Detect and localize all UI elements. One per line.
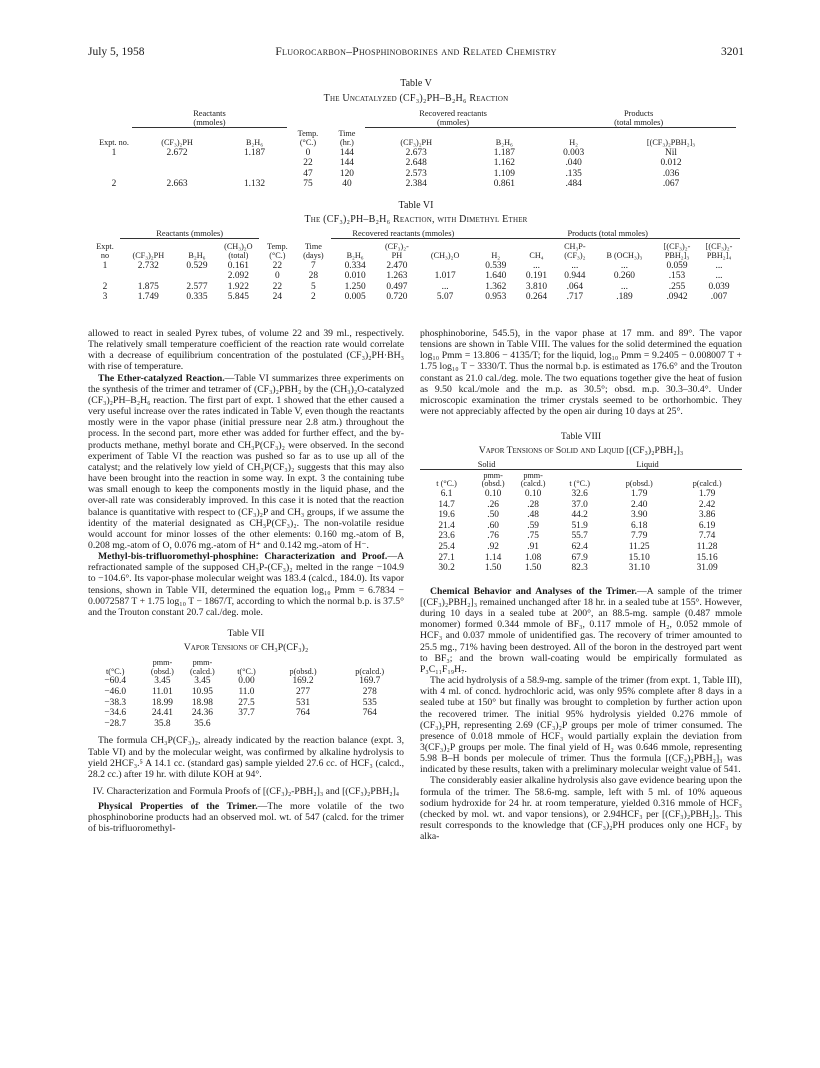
table-row: [420, 531, 742, 542]
t7-col-header: pmm- (obsd.): [150, 658, 174, 676]
t6-col-header: H₂: [491, 250, 501, 260]
t7-col-header: t(°C.): [105, 666, 125, 676]
t8-cell: 27.1: [438, 552, 455, 563]
t7-cell: [222, 719, 270, 730]
table-7-label: Table VII: [227, 628, 265, 640]
t6-cell: 1.640: [485, 271, 507, 282]
t7-cell: 0.00: [238, 676, 255, 687]
table-row: [96, 179, 736, 190]
paragraph-text: —Table VI summarizes three experiments on the synthesis of the trimer and tetramer of (CF₃)₂PBH₂ by the (CH₃)₂O-catalyzed (CF₃)₂PH–B₂H₆ reaction. The first part of expt. 1 showed that the ether caused a very useful increase over the rates indicated in Table V, even though the reactants mostly were in the vapor phase (initial pressure near 2.8 atm.) throughout the process. In the second part, more ether was added for further effect, and the by-products methane, methyl borate and CH₃P(CF₃)₂ were observed. In the second experiment of Table VI the reaction was pushed so far as to use up all of the catalyst; and the relatively low yield of CH₃P(CF₃)₂ suggests that this may also have been brought into the reaction in some way. In expt. 3 the containing tube was small enough to keep the components mostly in the liquid phase, and the over-all rate was considerably improved. In this case it is noted that the reaction balance is quantitative with respect to (CF₃)₂P and CH₃ groups, if we assume the identity of the material designated as CH₃P(CF₃)₂. The non-volatile residue would account for minor losses of the other elements: 0.160 mg.-atom of B, 0.208 mg.-atom of O, 0.076 mg.-atom of H⁺ and 0.142 mg.-atom of H⁻.: [88, 372, 405, 551]
paragraph: [88, 801, 404, 834]
t6-cell: [415, 261, 475, 272]
t6-cell: .0942: [666, 292, 688, 303]
t6-cell: .189: [616, 292, 633, 303]
t6-cell: 3: [102, 292, 108, 303]
t7-cell: 18.99: [151, 697, 173, 708]
t8-cell: .76: [487, 531, 499, 542]
t7-cell: 10.95: [191, 686, 213, 697]
paragraph-heading: The Ether-catalyzed Reaction.: [98, 372, 225, 384]
t6-cell: 22: [272, 260, 283, 271]
t8-col-header: p(calcd.): [692, 479, 722, 489]
t6-group-products: Products (total mmoles): [475, 229, 740, 239]
t6-cell: .255: [668, 281, 686, 292]
table-5-caption: The Uncatalyzed (CF₃)₂PH–B₂H₆ Reaction: [323, 93, 509, 104]
t6-col-header: (CH₃)₂O (total): [224, 242, 253, 260]
section-heading: IV. Characterization and Formula Proofs of [(CF₃)₂-PBH₂]₃ and [(CF₃)₂PBH₂]₄: [92, 785, 400, 797]
table-row: [96, 169, 736, 180]
t8-cell: 7.79: [631, 531, 648, 542]
t5-col-header: B₂H₆: [245, 137, 264, 147]
t8-cell: 51.9: [571, 520, 588, 531]
t6-cell: 0.529: [186, 260, 208, 271]
table-row: [88, 687, 404, 698]
t5-cell: .135: [565, 168, 582, 179]
t5-cell: 0: [305, 147, 311, 158]
t6-cell: 0.539: [485, 260, 507, 271]
t8-cell: 25.4: [438, 542, 455, 553]
t6-cell: .007: [710, 292, 728, 303]
t5-cell: 2.663: [166, 179, 188, 190]
table-row: [420, 489, 742, 500]
t6-cell: .064: [566, 281, 584, 292]
table-6-caption: The (CF₃)₂PH–B₂H₆ Reaction, with Dimethyl Ether: [304, 214, 528, 225]
t8-cell: 0.10: [484, 489, 502, 500]
header-page-number: 3201: [721, 46, 744, 58]
t6-cell: 1.749: [137, 292, 159, 303]
t6-cell: 0.010: [344, 271, 366, 282]
t8-cell: 1.50: [524, 563, 542, 574]
t7-cell: 18.98: [191, 697, 213, 708]
t6-cell: 1.362: [485, 281, 507, 292]
t7-col-header: t(°C.): [237, 666, 256, 676]
t6-cell: 24: [272, 292, 283, 303]
t8-cell: 37.0: [571, 499, 588, 510]
t6-cell: 0.059: [666, 260, 688, 271]
t6-col-header: Temp. (°C.): [267, 242, 288, 260]
t7-cell: 531: [295, 697, 311, 708]
t7-col-header: pmm- (calcd.): [190, 658, 215, 676]
paragraph-text: —A sample of the trimer [(CF₃)₂PBH₂]₃ remained unchanged after 18 hr. in a sealed tube at 155°. However, during 10 days in a sealed tube at 200°, an 88.5-mg. sample (0.487 mmole monomer) formed 0.344 mmole of BF₃, 0.117 mmole of H₂, 0.052 mmole of HCF₃ and 0.037 mmole of unidentified gas. The recovery of trimer amounted to 25.5 mg., 71% having been destroyed. All of the boron in the destroyed part went to BF₃; and the brown wall-coating would be empirically formulated as P₃C₁₁F₁₉H₇.: [420, 585, 742, 675]
t6-cell: 0.334: [344, 260, 366, 271]
t5-col-header: Time (hr.): [338, 129, 356, 147]
t8-cell: 44.2: [571, 510, 588, 521]
t8-cell: 11.28: [696, 542, 718, 553]
table-row: [420, 500, 742, 511]
t6-cell: 2.577: [186, 281, 208, 292]
table-row: [90, 261, 740, 272]
paragraph-heading: Chemical Behavior and Analyses of the Trimer.: [430, 585, 637, 597]
t6-cell: 0.953: [485, 292, 507, 303]
t6-cell: 1.263: [386, 271, 408, 282]
t7-cell: 3.45: [154, 676, 171, 687]
table-row: [420, 563, 742, 574]
paragraph: [88, 373, 404, 552]
t6-cell: 28: [308, 271, 319, 282]
paragraph-heading: Methyl-bis-trifluoromethyl-phosphine: Characterization and Proof.: [98, 551, 388, 563]
t8-cell: 1.79: [631, 489, 648, 500]
t6-cell: 22: [272, 281, 283, 292]
paragraph: The acid hydrolysis of a 58.9-mg. sample of the trimer (from expt. 1, Table III), with 4 ml. of concd. hydrochloric acid, was only 95% complete after 8 days in a sealed tube at 150° but finally was brought to completion by further action upon the recovered trimer. The initial 95% hydrolysis yielded 0.276 mmole of (CF₃)₂PH, representing 2.69 (CF₃)₂P groups per mole of trimer consumed. The presence of 0.018 mmole of HCF₃ would partially explain the deviation from 3(CF₃)₂P groups per mole. The final yield of H₂ was 0.646 mmole, representing 5.98 B–H bonds per molecule of trimer. Thus the formula [(CF₃)₂PBH₂]₃ was indicated by these results, taken with a preliminary molecular weight value of 541.: [420, 675, 742, 776]
t5-cell: [132, 158, 222, 169]
t5-group-reactants: Reactants: [193, 109, 226, 118]
paragraph: [88, 551, 404, 618]
t7-cell: 169.2: [292, 676, 314, 687]
t6-cell: [120, 271, 177, 282]
paragraph: [420, 586, 742, 675]
t8-cell: 3.90: [631, 510, 648, 521]
t8-cell: 1.08: [524, 552, 542, 563]
paragraph-heading: Physical Properties of the Trimer.: [98, 801, 258, 813]
table-5: [96, 109, 736, 190]
t6-cell: 1.922: [227, 281, 249, 292]
t5-cell: 22: [303, 158, 313, 169]
t6-cell: 2.092: [227, 271, 249, 282]
t5-cell: 1.132: [243, 179, 266, 190]
t8-cell: .28: [527, 499, 539, 510]
t7-cell: −60.4: [104, 676, 127, 687]
t6-col-header: (CF₃)₂-PH: [384, 242, 409, 260]
t7-cell: 169.7: [359, 676, 381, 687]
t5-group-recovered: Recovered reactants: [419, 109, 487, 118]
t6-cell: 5: [311, 281, 316, 292]
t5-cell: .484: [565, 179, 582, 190]
left-column: [88, 328, 404, 835]
t8-cell: 6.19: [698, 520, 716, 531]
t6-col-header: CH₃P-(CF₃)₂: [564, 242, 586, 260]
t8-cell: 11.25: [628, 542, 650, 553]
t8-cell: 6.18: [631, 520, 648, 531]
table-row: [88, 676, 404, 687]
table-8-label: Table VIII: [560, 431, 602, 443]
t7-cell: 35.6: [194, 718, 211, 729]
t8-cell: 0.10: [524, 489, 542, 500]
t6-cell: 0.260: [613, 271, 635, 282]
t8-cell: 7.74: [698, 531, 716, 542]
table-row: [96, 158, 736, 169]
table-7: [88, 656, 404, 729]
t6-cell: ...: [532, 260, 540, 271]
t7-cell: [335, 719, 404, 730]
running-header: [88, 46, 744, 62]
t6-col-header: Time (days): [303, 242, 324, 260]
t7-cell: 11.01: [152, 686, 173, 697]
t5-cell: 2: [111, 179, 117, 190]
t8-cell: 31.09: [696, 563, 718, 574]
header-date: July 5, 1958: [88, 46, 145, 58]
t7-cell: 764: [295, 708, 311, 719]
t6-col-header: (CF₃)₂PH: [132, 250, 165, 260]
t7-cell: 278: [362, 686, 377, 697]
paragraph: phosphinoborine, 545.5), in the vapor phase at 17 mm. and 89°. The vapor tensions are shown in Table VIII. The values for the solid determined the equation log₁₀ Pmm = 13.806 − 4135/T; for the liquid, log₁₀ Pmm = 9.2405 − 0.008007 T + 1.75 log₁₀ T − 3330/T. Thus the normal b.p. is estimated as 176.6° and the Trouton constant as 21.0 cal./deg. mole. The two equations together give the heat of fusion as 9.50 kcal./mole and the m.p. as 30.5°; obsd. m.p. 30.3–30.4°. Under microscopic examination the trimer crystals seemed to be orthorhombic. They were not appreciably affected by the open air during 10 days at 25°.: [420, 328, 742, 418]
t8-cell: .59: [527, 520, 539, 531]
t8-group-solid: Solid: [420, 460, 553, 470]
t5-cell: 144: [339, 158, 354, 169]
t5-cell: [132, 169, 222, 180]
t6-cell: 0.720: [386, 292, 408, 303]
t8-cell: 31.10: [628, 563, 650, 574]
t7-cell: −38.3: [104, 697, 127, 708]
t6-cell: ...: [620, 281, 628, 292]
t7-cell: 24.36: [191, 708, 213, 719]
t7-cell: [271, 719, 336, 730]
t8-cell: 2.40: [631, 499, 648, 510]
paragraph-text: —A refractionated sample of the supposed CH₃P-(CF₃)₂ melted in the range −104.9 to −104.6°. Its vapor-phase molecular weight was 183.4 (calcd., 184.0). Its vapor tensions, shown in Table VII, determined the equation log₁₀ Pmm = 6.7834 − 0.0072587 T + 1.75 log₁₀ T − 1867/T, according to which the normal b.p. is 37.5° and the Trouton constant 20.7 cal./deg. mole.: [88, 551, 404, 618]
t5-col-header: B₂H₆: [495, 137, 513, 147]
t8-cell: 32.6: [571, 489, 588, 500]
t5-cell: 120: [339, 168, 354, 179]
t8-col-header: p(obsd.): [625, 479, 653, 489]
t6-cell: 2: [102, 281, 108, 292]
t8-col-header: t (°C.): [436, 479, 457, 489]
t5-cell: Nil: [665, 147, 678, 158]
t6-col-header: [(CF₃)₂-PBH₂]₃: [663, 242, 691, 260]
t5-cell: 2.648: [405, 158, 427, 169]
t5-cell: 2.673: [405, 147, 427, 158]
t8-cell: .26: [487, 499, 499, 510]
t5-cell: 2.573: [405, 168, 427, 179]
t5-cell: [96, 158, 132, 169]
t6-cell: [90, 271, 120, 282]
t8-cell: 15.16: [696, 552, 718, 563]
t6-cell: 0.335: [186, 292, 208, 303]
paragraph: allowed to react in sealed Pyrex tubes, of volume 22 and 39 ml., respectively. The relatively small temperature coefficient of the reaction rate would correlate with a decrease of equilibrium concentration of the postulated (CF₃)₂PH·BH₃ with rise of temperature.: [88, 328, 404, 373]
t8-cell: 2.42: [698, 499, 716, 510]
table-row: [420, 510, 742, 521]
t5-cell: 1: [111, 147, 117, 158]
t6-cell: 0.005: [344, 292, 366, 303]
t6-cell: 0.191: [525, 271, 548, 282]
table-row: [88, 708, 404, 719]
t7-cell: −28.7: [104, 718, 127, 729]
t8-cell: 19.6: [438, 510, 455, 521]
table-row: [420, 542, 742, 553]
t6-cell: 1.017: [434, 271, 456, 282]
t6-cell: 1.250: [344, 281, 366, 292]
t7-cell: 11.0: [238, 686, 255, 697]
t7-cell: 764: [362, 708, 377, 719]
t5-cell: 2.672: [166, 147, 188, 158]
t5-cell: .040: [565, 158, 582, 169]
t6-cell: ...: [620, 260, 628, 271]
t8-cell: 6.1: [440, 489, 453, 500]
t8-cell: 3.86: [698, 510, 716, 521]
t5-cell: .036: [662, 168, 680, 179]
t6-cell: ...: [441, 281, 449, 292]
t7-cell: 35.8: [154, 718, 171, 729]
t7-cell: 27.5: [238, 697, 255, 708]
t5-group-products-unit: (total mmoles): [541, 118, 736, 128]
t6-cell: 7: [311, 260, 316, 271]
t6-col-header: Expt. no: [96, 242, 114, 260]
t6-cell: 5.845: [227, 292, 249, 303]
t5-cell: 0.012: [660, 158, 682, 169]
t8-cell: 82.3: [571, 563, 588, 574]
t8-cell: 14.7: [438, 499, 455, 510]
t8-cell: .91: [527, 542, 539, 553]
t8-col-header: pmm- (calcd.): [520, 470, 546, 489]
t5-cell: 40: [342, 179, 352, 190]
t5-cell: .067: [662, 179, 680, 190]
t8-cell: .48: [527, 510, 539, 521]
t5-cell: 1.187: [493, 147, 515, 158]
t5-cell: 0.003: [563, 147, 585, 158]
t5-col-header: H₂: [569, 137, 579, 147]
t7-cell: 24.41: [151, 708, 173, 719]
t5-col-header: [(CF₃)₂PBH₂]₃: [646, 137, 696, 147]
t6-cell: ...: [715, 271, 723, 282]
t6-col-header: B₂H₆: [346, 250, 364, 260]
table-row: [90, 292, 740, 303]
table-6-label: Table VI: [398, 200, 434, 211]
table-8: [420, 460, 742, 574]
t6-cell: 1.875: [137, 281, 159, 292]
header-title: Fluorocarbon–Phosphinoborines and Related Chemistry: [275, 46, 557, 58]
t5-cell: [222, 158, 287, 169]
t5-cell: 1.187: [243, 147, 266, 158]
t5-cell: 144: [339, 147, 354, 158]
t5-group-recovered-unit: (mmoles): [365, 118, 541, 128]
t5-cell: 1.162: [493, 158, 515, 169]
t8-col-header: t (°C.): [569, 479, 590, 489]
t8-cell: .92: [487, 542, 499, 553]
t6-col-header: B₂H₆: [188, 250, 206, 260]
t8-cell: .75: [527, 531, 539, 542]
t7-cell: 3.45: [194, 676, 211, 687]
t8-col-header: pmm- (obsd.): [481, 470, 505, 489]
t6-cell: [177, 271, 218, 282]
table-row: [420, 553, 742, 564]
t6-col-header: B (OCH₃)₃: [606, 250, 643, 260]
t6-cell: 0.497: [386, 281, 408, 292]
t8-cell: 1.14: [484, 552, 502, 563]
t8-cell: 62.4: [571, 542, 588, 553]
t8-cell: 21.4: [438, 520, 455, 531]
table-row: [420, 521, 742, 532]
table-row: [88, 698, 404, 709]
t6-cell: 0.944: [564, 271, 586, 282]
t6-col-header: CH₄: [529, 250, 544, 260]
t6-cell: 0.161: [227, 260, 249, 271]
t8-group-liquid: Liquid: [553, 460, 742, 470]
table-5-label: Table V: [400, 78, 432, 89]
table-row: [90, 271, 740, 282]
t7-cell: −46.0: [104, 686, 127, 697]
t8-cell: 55.7: [571, 531, 588, 542]
t5-col-header: Temp. (°C.): [297, 129, 319, 147]
table-7-caption: Vapor Tensions of CH₃P(CF₃)₂: [183, 642, 309, 654]
paragraph: The formula CH₃P(CF₃)₂, already indicated by the reaction balance (expt. 3, Table VI) and by the molecular weight, was confirmed by alkaline hydrolysis to yield 2HCF₃.⁵ A 14.1 cc. (standard gas) sample yielded 27.6 cc. of HCF₃ (calcd., 28.2 cc.) after 19 hr. with dilute KOH at 94°.: [88, 735, 404, 780]
t6-cell: 3.810: [525, 281, 548, 292]
t5-cell: [96, 169, 132, 180]
t6-cell: ...: [715, 260, 723, 271]
t8-cell: 1.79: [698, 489, 716, 500]
paragraph: The considerably easier alkaline hydrolysis also gave evidence bearing upon the formula of the trimer. The 58.6-mg. sample, left with 5 ml. of 10% aqueous sodium hydroxide for 24 hr. at room temperature, yielded 0.316 mmole of HCF₃ (checked by mol. wt. and vapor tensions), or 2.94HCF₃ per [(CF₃)₂PBH₂]₃. This result corresponds to the knowledge that (CF₃)₂PH produces only one HCF₃ by alka-: [420, 775, 742, 843]
right-column: [420, 328, 742, 842]
t8-cell: 15.10: [628, 552, 650, 563]
t6-cell: 2: [311, 292, 316, 303]
t5-group-products: Products: [623, 109, 654, 118]
t6-cell: ...: [571, 260, 579, 271]
t5-col-header: Expt. no.: [99, 137, 129, 147]
t6-group-recovered: Recovered reactants (mmoles): [331, 229, 475, 239]
t5-cell: [222, 169, 287, 180]
t8-cell: 67.9: [571, 552, 588, 563]
t6-col-header: [(CF₃)₂-PBH₂]₄: [705, 242, 733, 260]
t6-group-reactants: Reactants (mmoles): [120, 229, 259, 239]
t6-col-header: (CH₃)₂O: [430, 250, 460, 260]
t6-cell: .153: [668, 271, 686, 282]
t6-cell: 1: [102, 260, 108, 271]
t7-col-header: p(calcd.): [355, 666, 385, 676]
t6-cell: 2.732: [137, 260, 159, 271]
t5-cell: 1.109: [493, 168, 515, 179]
t5-cell: 47: [303, 168, 313, 179]
t8-cell: 1.50: [484, 563, 502, 574]
t6-cell: 0: [275, 271, 280, 282]
t8-cell: .60: [487, 520, 499, 531]
t8-cell: 30.2: [438, 563, 455, 574]
t7-cell: 37.7: [238, 708, 255, 719]
t5-cell: 2.384: [405, 179, 427, 190]
t6-cell: .717: [566, 292, 584, 303]
t5-cell: 0.861: [493, 179, 515, 190]
t7-cell: 535: [362, 697, 377, 708]
table-row: [90, 282, 740, 293]
table-6: [90, 229, 740, 303]
table-row: [96, 148, 736, 159]
t6-cell: 2.470: [386, 260, 408, 271]
table-row: [88, 719, 404, 730]
t7-col-header: p(obsd.): [289, 666, 317, 676]
t6-cell: 0.039: [708, 281, 730, 292]
t6-cell: 5.07: [436, 292, 454, 303]
t7-cell: 277: [295, 686, 311, 697]
t5-cell: 75: [303, 179, 313, 190]
t5-col-header: (CF₃)₂PH: [161, 137, 193, 147]
t5-col-header: (CF₃)₂PH: [400, 137, 433, 147]
paragraph-text: —The more volatile of the two phosphinoborine products had an observed mol. wt. of 547 (calcd. for the trimer of bis-trifluoromethyl-: [88, 801, 404, 835]
t6-cell: 0.264: [525, 292, 548, 303]
t8-cell: 23.6: [438, 531, 455, 542]
t7-cell: −34.6: [104, 708, 127, 719]
table-8-caption: Vapor Tensions of Solid and Liquid [(CF₃)₂PBH₂]₃: [478, 445, 684, 457]
t8-cell: .50: [487, 510, 499, 521]
t5-group-reactants-unit: (mmoles): [132, 118, 287, 128]
